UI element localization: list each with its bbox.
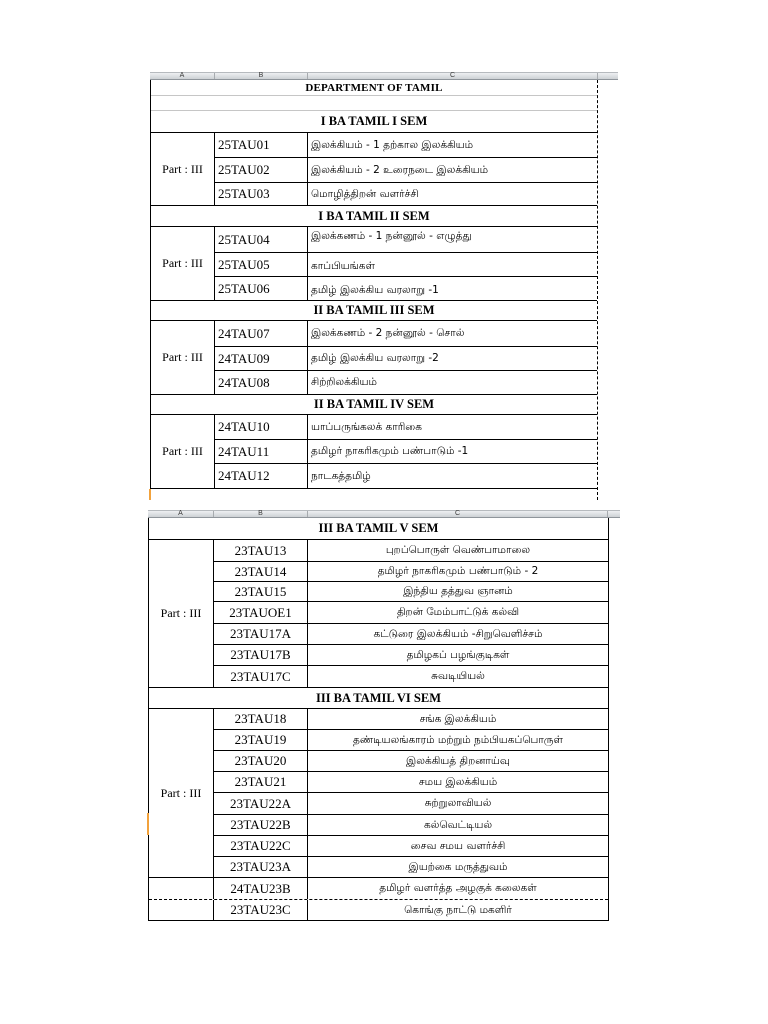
course-title: இலக்கியம் - 1 தற்கால இலக்கியம்: [311, 138, 474, 151]
course-row: [215, 253, 597, 277]
part-label: Part : III: [151, 415, 215, 489]
course-row: [215, 371, 597, 395]
course-title: இந்திய தத்துவ ஞானம்: [403, 585, 513, 597]
blank-row: [151, 96, 597, 111]
course-title: தமிழ் இலக்கிய வரலாறு -2: [311, 352, 439, 364]
course-row: [215, 415, 597, 440]
part-label: Part : III: [151, 321, 215, 395]
table-body: [148, 518, 609, 921]
course-code: 23TAU13: [214, 540, 308, 561]
course-code: 23TAU22C: [214, 836, 308, 856]
part-label: Part : III: [151, 133, 215, 206]
course-title: இலக்கியம் - 2 உரைநடை இலக்கியம்: [311, 163, 489, 176]
course-code: 24TAU09: [215, 347, 308, 370]
semester-block: [151, 133, 597, 206]
syllabus-sheet-top: [150, 72, 618, 500]
selection-edge-marker: [149, 489, 151, 500]
course-title: கட்டுரை இலக்கியம் -சிறுவெளிச்சம்: [373, 627, 543, 640]
course-row: [214, 602, 608, 624]
empty-part-cell: [149, 900, 214, 920]
course-code: 23TAU23A: [214, 857, 308, 877]
course-row: [214, 857, 608, 878]
course-title: நாடகத்தமிழ்: [311, 469, 371, 482]
course-row: [214, 540, 608, 562]
course-code: 24TAU07: [215, 321, 308, 346]
course-row: [149, 900, 608, 921]
course-row: [215, 464, 597, 489]
course-title: தமிழர் வளர்த்த அழகுக் கலைகள்: [379, 882, 537, 894]
course-row: [214, 730, 608, 751]
semester-heading: I BA TAMIL I SEM: [151, 111, 597, 133]
course-row: [215, 277, 597, 301]
course-row: [215, 158, 597, 183]
course-code: 23TAU21: [214, 772, 308, 792]
column-header-c: C: [308, 73, 598, 79]
course-row: [215, 321, 597, 347]
semester-heading: III BA TAMIL VI SEM: [149, 688, 608, 709]
course-code: 23TAU15: [214, 582, 308, 601]
course-title: தண்டியலங்காரம் மற்றும் நம்பியகப்பொருள்: [352, 733, 564, 746]
course-code: 23TAU20: [214, 751, 308, 771]
column-header-a: A: [148, 511, 214, 517]
semester-block: [149, 540, 608, 688]
course-row: [214, 624, 608, 645]
course-row: [214, 562, 608, 582]
course-title: தமிழ் இலக்கிய வரலாறு -1: [311, 284, 439, 296]
empty-part-cell: [149, 878, 214, 899]
course-code: 23TAU22A: [214, 793, 308, 814]
column-header-row: [150, 72, 618, 80]
semester-block: [149, 709, 608, 878]
semester-block: [151, 227, 597, 301]
column-header-d: [598, 73, 618, 79]
column-header-d: [608, 511, 620, 517]
course-row: [214, 772, 608, 793]
course-code: 24TAU11: [215, 440, 308, 463]
course-code: 23TAUOE1: [214, 602, 308, 623]
course-code: 23TAU17A: [214, 624, 308, 644]
course-code: 23TAU18: [214, 709, 308, 729]
course-code: 25TAU04: [215, 227, 308, 252]
course-title: தமிழர் நாகரிகமும் பண்பாடும் - 2: [377, 565, 539, 577]
course-row: [214, 815, 608, 836]
table-body: [150, 80, 598, 500]
course-code: 25TAU05: [215, 253, 308, 276]
course-row: [214, 793, 608, 815]
semester-heading: II BA TAMIL III SEM: [151, 301, 597, 321]
course-title: சுற்றுலாவியல்: [424, 797, 492, 809]
course-title: இலக்கணம் - 1 நன்னூல் - எழுத்து: [311, 230, 472, 242]
course-title: இலக்கணம் - 2 நன்னூல் - சொல்: [311, 327, 465, 339]
column-header-b: B: [215, 73, 308, 79]
part-label: Part : III: [149, 540, 214, 688]
semester-block: [151, 415, 597, 489]
syllabus-sheet-bottom: [148, 510, 620, 921]
course-title: கொங்கு நாட்டு மகளிர்: [404, 903, 512, 916]
course-row: [214, 645, 608, 666]
part-label: Part : III: [149, 709, 214, 878]
course-code: 25TAU03: [215, 183, 308, 205]
course-title: புறப்பொருள் வெண்பாமாலை: [385, 544, 531, 556]
part-label: Part : III: [151, 227, 215, 301]
semester-block: [151, 321, 597, 395]
department-title: DEPARTMENT OF TAMIL: [151, 80, 597, 96]
course-title: திறன் மேம்பாட்டுக் கல்வி: [396, 606, 520, 618]
course-code: 25TAU02: [215, 158, 308, 182]
course-title: சிற்றிலக்கியம்: [311, 376, 377, 388]
semester-heading: II BA TAMIL IV SEM: [151, 395, 597, 415]
course-title: சைவ சமய வளர்ச்சி: [410, 839, 506, 852]
course-code: 24TAU12: [215, 464, 308, 488]
course-title: தமிழர் நாகரிகமும் பண்பாடும் -1: [311, 445, 469, 457]
course-code: 24TAU08: [215, 371, 308, 394]
semester-heading: III BA TAMIL V SEM: [149, 518, 608, 540]
column-header-c: C: [308, 511, 608, 517]
course-code: 24TAU10: [215, 415, 308, 439]
course-code: 23TAU14: [214, 562, 308, 581]
course-title: கல்வெட்டியல்: [423, 818, 493, 831]
column-header-row: [148, 510, 620, 518]
course-row: [215, 440, 597, 464]
semester-heading: I BA TAMIL II SEM: [151, 206, 597, 227]
course-row: [214, 836, 608, 857]
course-row: [215, 183, 597, 206]
course-code: 25TAU01: [215, 133, 308, 157]
selection-edge-marker: [147, 813, 149, 835]
course-code: 23TAU22B: [214, 815, 308, 835]
course-row: [149, 878, 608, 900]
course-title: காப்பியங்கள்: [311, 260, 375, 272]
course-code: 23TAU23C: [214, 900, 308, 920]
column-header-a: A: [150, 73, 215, 79]
course-title: மொழித்திறன் வளர்ச்சி: [311, 187, 419, 200]
course-title: யாப்பருங்கலக் காரிகை: [311, 420, 422, 433]
course-row: [214, 666, 608, 688]
blank-row: [151, 489, 597, 500]
course-code: 24TAU23B: [214, 878, 308, 899]
course-row: [214, 751, 608, 772]
course-title: தமிழகப் பழங்குடிகள்: [406, 648, 510, 661]
course-code: 25TAU06: [215, 277, 308, 300]
course-code: 23TAU17C: [214, 666, 308, 687]
course-title: சுவடியியல்: [431, 670, 485, 682]
course-code: 23TAU19: [214, 730, 308, 750]
course-title: இலக்கியத் திறனாய்வு: [406, 754, 510, 767]
course-code: 23TAU17B: [214, 645, 308, 665]
course-row: [214, 709, 608, 730]
column-header-b: B: [214, 511, 308, 517]
course-title: சமய இலக்கியம்: [418, 775, 498, 788]
course-title: சங்க இலக்கியம்: [419, 712, 497, 725]
course-row: [214, 582, 608, 602]
course-row: [215, 347, 597, 371]
course-row: [215, 227, 597, 253]
course-row: [215, 133, 597, 158]
course-title: இயற்கை மருத்துவம்: [408, 860, 508, 873]
